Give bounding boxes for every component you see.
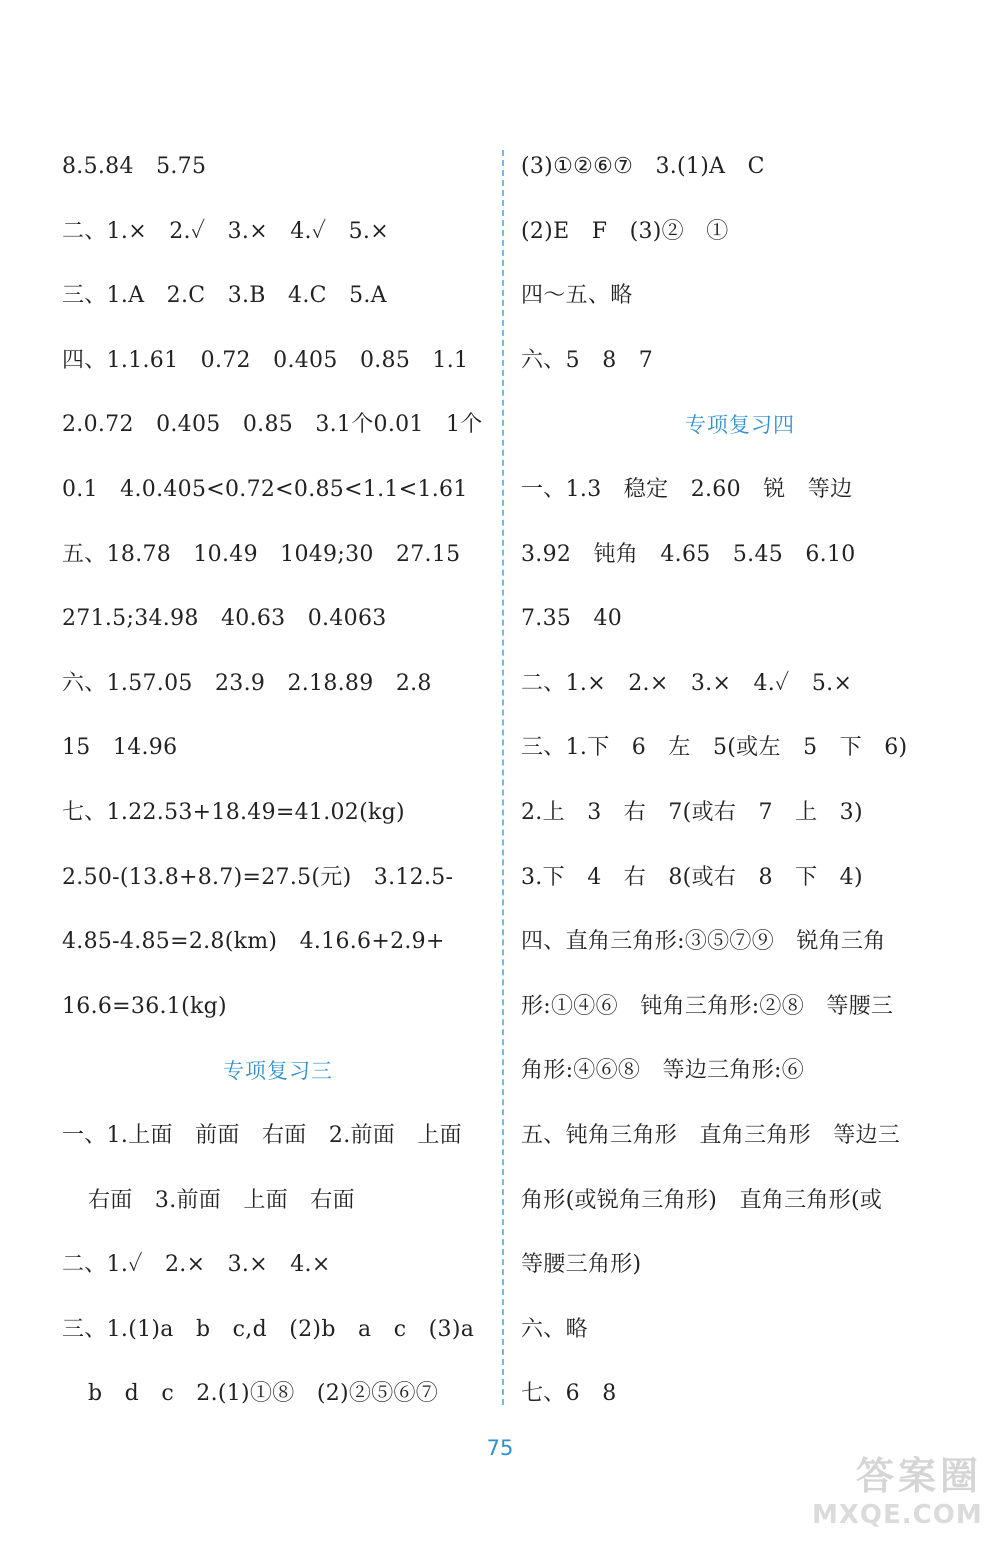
- answer-line: 2.0.72 0.405 0.85 3.1个0.01 1个: [62, 412, 483, 438]
- answer-line: 2.50-(13.8+8.7)=27.5(元) 3.12.5-: [62, 864, 454, 890]
- answer-line: 3.92 钝角 4.65 5.45 6.10: [521, 541, 856, 567]
- answer-line: 7.35 40: [521, 606, 623, 632]
- answer-line: b d c 2.(1)①⑧ (2)②⑤⑥⑦: [88, 1381, 439, 1407]
- watermark-url: MXQE.COM: [812, 1500, 983, 1530]
- answer-line: 七、1.22.53+18.49=41.02(kg): [62, 799, 405, 825]
- answer-line: 2.上 3 右 7(或右 7 上 3): [521, 799, 863, 825]
- watermark-logo: 答案圈: [855, 1454, 982, 1498]
- page-number: 75: [486, 1436, 514, 1460]
- answer-line: 0.1 4.0.405<0.72<0.85<1.1<1.61: [62, 476, 468, 502]
- answer-line: 角形:④⑥⑧ 等边三角形:⑥: [521, 1058, 805, 1084]
- answer-line: 等腰三角形): [521, 1252, 642, 1278]
- left-column: [62, 150, 494, 1442]
- answer-line: 一、1.上面 前面 右面 2.前面 上面: [62, 1122, 462, 1148]
- watermark: [812, 1445, 982, 1533]
- answer-line: 五、钝角三角形 直角三角形 等边三: [521, 1122, 901, 1148]
- answer-line: 二、1.✓ 2.× 3.× 4.×: [62, 1252, 331, 1278]
- right-column: [521, 150, 959, 1442]
- answer-line: 四～五、略: [521, 283, 633, 309]
- answer-line: 右面 3.前面 上面 右面: [88, 1187, 355, 1213]
- answer-line: 8.5.84 5.75: [62, 154, 207, 179]
- answer-line: (2)E F (3)② ①: [521, 218, 729, 244]
- answer-line: 五、18.78 10.49 1049;30 27.15: [62, 541, 461, 567]
- answer-line: 15 14.96: [62, 735, 178, 761]
- answer-line: 四、直角三角形:③⑤⑦⑨ 锐角三角: [521, 929, 886, 955]
- answer-line: 三、1.下 6 左 5(或左 5 下 6): [521, 735, 908, 761]
- answer-line: 16.6=36.1(kg): [62, 993, 227, 1019]
- answer-line: 4.85-4.85=2.8(km) 4.16.6+2.9+: [62, 929, 445, 955]
- answer-line: 271.5;34.98 40.63 0.4063: [62, 606, 387, 632]
- answer-line: 三、1.A 2.C 3.B 4.C 5.A: [62, 283, 387, 309]
- answer-line: 角形(或锐角三角形) 直角三角形(或: [521, 1187, 883, 1213]
- answer-line: (3)①②⑥⑦ 3.(1)A C: [521, 154, 765, 179]
- answer-line: 三、1.(1)a b c,d (2)b a c (3)a: [62, 1316, 475, 1342]
- answer-line: 六、1.57.05 23.9 2.18.89 2.8: [62, 670, 432, 696]
- answer-line: 二、1.× 2.× 3.× 4.✓ 5.×: [521, 670, 853, 696]
- answer-line: 形:①④⑥ 钝角三角形:②⑧ 等腰三: [521, 993, 894, 1019]
- answer-line: 七、6 8: [521, 1381, 617, 1407]
- column-divider: [502, 150, 504, 1405]
- answer-line: 二、1.× 2.✓ 3.× 4.✓ 5.×: [62, 218, 389, 244]
- answer-line: 六、略: [521, 1316, 588, 1342]
- answer-line: 一、1.3 稳定 2.60 锐 等边: [521, 476, 853, 502]
- answer-line: 六、5 8 7: [521, 347, 654, 373]
- answer-line: 3.下 4 右 8(或右 8 下 4): [521, 864, 863, 890]
- answer-line: 四、1.1.61 0.72 0.405 0.85 1.1: [62, 347, 469, 373]
- section-heading-review-3: 专项复习三: [223, 1059, 333, 1084]
- section-heading-review-4: 专项复习四: [685, 413, 795, 438]
